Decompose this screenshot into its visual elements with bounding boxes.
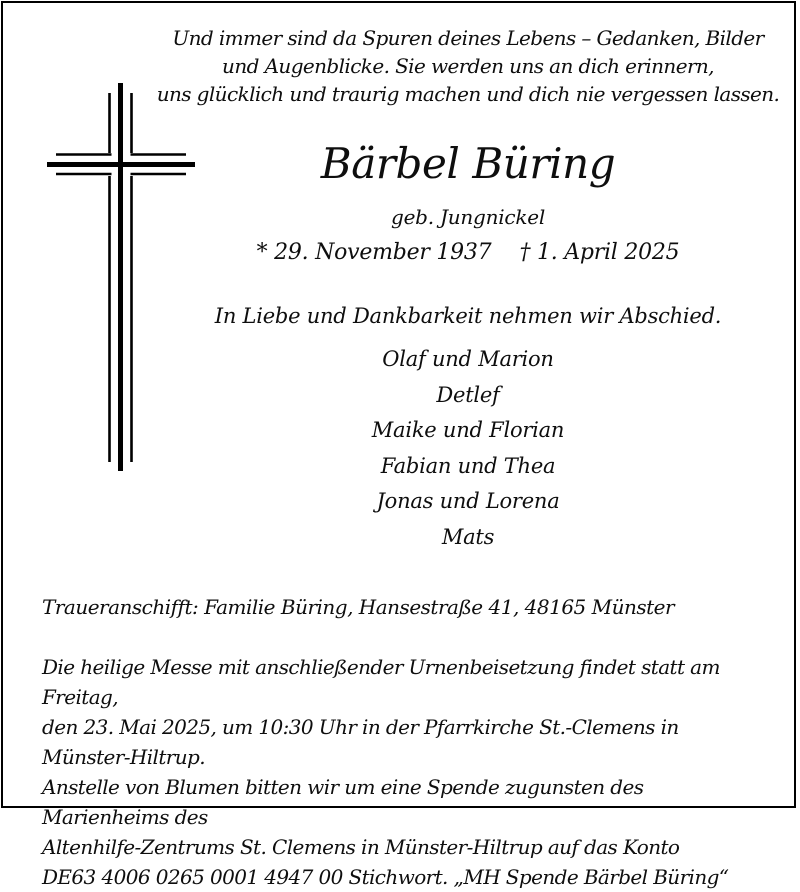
mourner-name: Jonas und Lorena — [376, 489, 560, 513]
death-date: † 1. April 2025 — [519, 240, 680, 265]
mourner-name: Maike und Florian — [371, 418, 565, 442]
farewell-line: In Liebe und Dankbarkeit nehmen wir Abschied. — [214, 304, 722, 328]
service-details-line: Altenhilfe-Zentrums St. Clemens in Münster-Hiltrup auf das Konto — [42, 835, 680, 859]
birth-date: * 29. November 1937 — [256, 240, 492, 265]
maiden-name: geb. Jungnickel — [391, 205, 545, 229]
mourners-list — [136, 342, 800, 555]
notice-body — [136, 0, 800, 555]
service-details-line: DE63 4006 0265 0001 4947 00 Stichwort. „MH Spende Bärbel Büring“ — [42, 865, 729, 889]
epigraph-line: und Augenblicke. Sie werden uns an dich erinnern, — [222, 54, 714, 78]
mourner-name: Mats — [441, 524, 495, 549]
service-details-line: Die heilige Messe mit anschließender Urnenbeisetzung findet statt am Freitag, — [42, 655, 720, 709]
deceased-name: Bärbel Büring — [320, 139, 616, 188]
mourner-name: Detlef — [436, 382, 500, 407]
epigraph — [136, 24, 800, 108]
service-details-line: den 23. Mai 2025, um 10:30 Uhr in der Pfarrkirche St.-Clemens in Münster-Hiltrup. — [42, 715, 679, 769]
epigraph-line: uns glücklich und traurig machen und dich nie vergessen lassen. — [156, 82, 780, 106]
mourning-address-line: Traueranschifft: Familie Büring, Hansestraße 41, 48165 Münster — [42, 595, 675, 619]
mourner-name: Olaf und Marion — [382, 347, 554, 371]
mourner-name: Fabian und Thea — [380, 453, 556, 478]
service-details — [42, 652, 772, 892]
service-details-line: Anstelle von Blumen bitten wir um eine Spende zugunsten des Marienheims des — [42, 775, 644, 829]
epigraph-line: Und immer sind da Spuren deines Lebens – Gedanken, Bilder — [172, 26, 764, 50]
life-dates — [136, 238, 800, 268]
